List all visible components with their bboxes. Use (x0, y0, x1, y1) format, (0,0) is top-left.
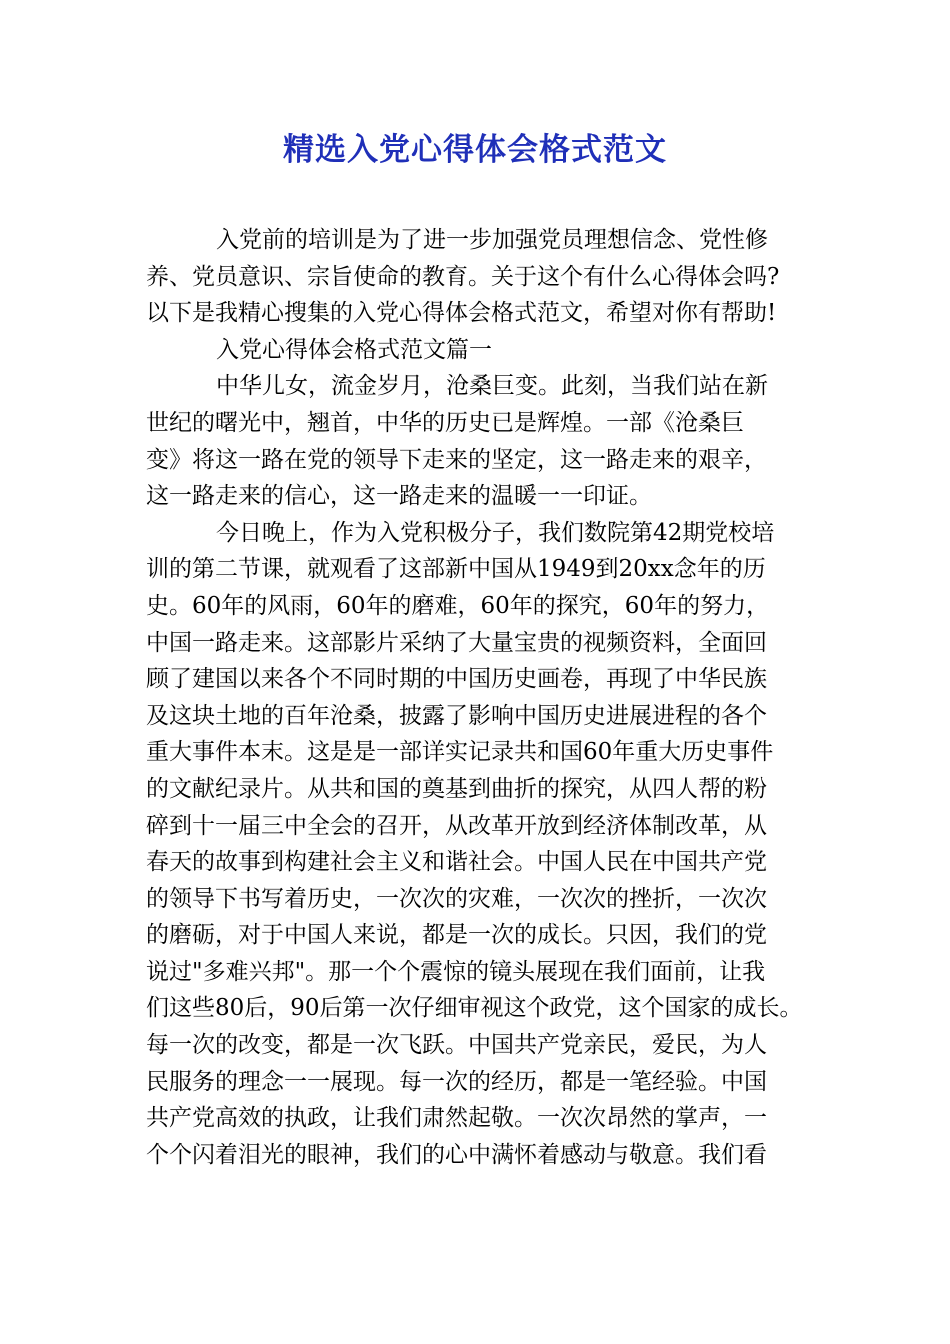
paragraph-line: 个个闪着泪光的眼神，我们的心中满怀着感动与敬意。我们看 (146, 1141, 767, 1168)
paragraph-line: 碎到十一届三中全会的召开，从改革开放到经济体制改革，从 (146, 812, 767, 839)
document-body (146, 222, 826, 1173)
paragraph-line: 每一次的改变，都是一次飞跃。中国共产党亲民，爱民，为人 (146, 1032, 767, 1059)
paragraph-line: 入党前的培训是为了进一步加强党员理想信念、党性修 (216, 227, 768, 253)
paragraph-line: 民服务的理念一一展现。每一次的经历，都是一笔经验。中国 (146, 1068, 767, 1095)
page-title: 精选入党心得体会格式范文 (283, 132, 667, 168)
paragraph-line: 中华儿女，流金岁月，沧桑巨变。此刻，当我们站在新 (216, 373, 768, 400)
paragraph-line: 以下是我精心搜集的入党心得体会格式范文，希望对你有帮助! (146, 300, 777, 327)
paragraph-line: 变》将这一路在党的领导下走来的坚定，这一路走来的艰辛， (146, 446, 767, 473)
paragraph-line: 世纪的曙光中，翘首，中华的历史已是辉煌。一部《沧桑巨 (146, 409, 744, 436)
paragraph-line: 史。60年的风雨，60年的磨难，60年的探究，60年的努力， (146, 592, 770, 619)
paragraph-line: 共产党高效的执政，让我们肃然起敬。一次次昂然的掌声，一 (146, 1105, 767, 1132)
paragraph-line: 的领导下书写着历史，一次次的灾难，一次次的挫折，一次次 (146, 885, 767, 912)
paragraph-line: 重大事件本末。这是是一部详实记录共和国60年重大历史事件 (146, 739, 774, 766)
paragraph-line: 说过"多难兴邦"。那一个个震惊的镜头展现在我们面前，让我 (146, 958, 766, 985)
paragraph-line: 们这些80后，90后第一次仔细审视这个政党，这个国家的成长。 (146, 995, 803, 1022)
paragraph-line: 这一路走来的信心，这一路走来的温暖一一印证。 (146, 483, 652, 510)
paragraph-line: 的磨砺，对于中国人来说，都是一次的成长。只因，我们的党 (146, 922, 767, 949)
paragraph-line: 的文献纪录片。从共和国的奠基到曲折的探究，从四人帮的粉 (146, 775, 767, 802)
section-heading: 入党心得体会格式范文篇一 (216, 336, 492, 363)
paragraph-line: 今日晚上，作为入党积极分子，我们数院第42期党校培 (216, 519, 775, 546)
paragraph-line: 及这块土地的百年沧桑，披露了影响中国历史进展进程的各个 (146, 702, 767, 729)
paragraph-line: 春天的故事到构建社会主义和谐社会。中国人民在中国共产党 (146, 849, 767, 876)
paragraph-line: 养、党员意识、宗旨使命的教育。关于这个有什么心得体会吗? (146, 263, 780, 290)
paragraph-line: 中国一路走来。这部影片采纳了大量宝贵的视频资料，全面回 (146, 629, 767, 656)
paragraph-line: 顾了建国以来各个不同时期的中国历史画卷，再现了中华民族 (146, 666, 767, 693)
paragraph-line: 训的第二节课，就观看了这部新中国从1949到20xx念年的历 (146, 556, 766, 583)
